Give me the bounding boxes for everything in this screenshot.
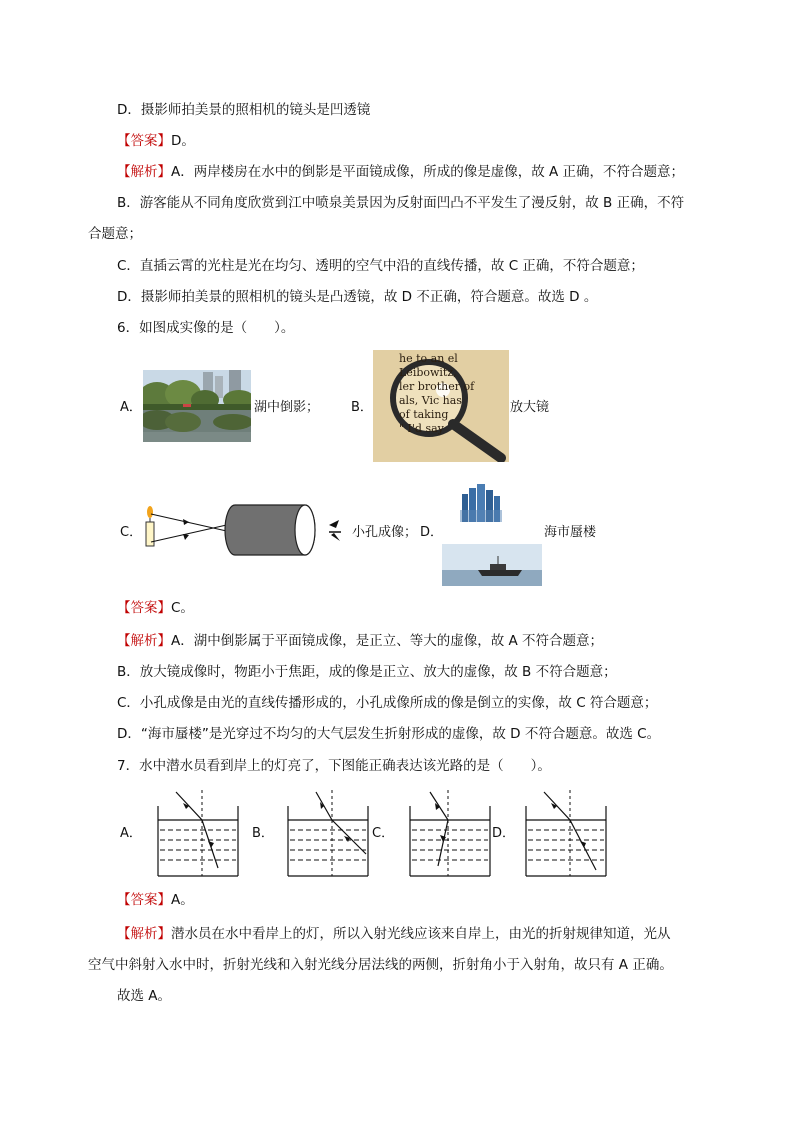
explanation-line-4: C．直插云霄的光柱是光在均匀、透明的空气中沿的直线传播，故 C 正确，不符合题意； [117, 258, 644, 274]
explanation-line-7: B．放大镜成像时，物距小于焦距，成的像是正立、放大的虚像，故 B 不符合题意； [117, 664, 617, 680]
explanation-tag: 【解析】 [117, 164, 171, 180]
answer-tag: 【答案】 [117, 892, 171, 908]
explanation-line-9: D．“海市蜃楼”是光穿过不均匀的大气层发生折射形成的虚像，故 D 不符合题意。故选 C。 [117, 726, 661, 742]
explanation-line-11: 空气中斜射入水中时，折射光线和入射光线分居法线的两侧，折射角小于入射角，故只有 A 正确。 [88, 957, 673, 973]
question-6: 6．如图成实像的是（ ）。 [117, 320, 295, 336]
q7-option-c-letter: C． [372, 826, 395, 841]
q6-option-c-caption: 小孔成像； [352, 525, 418, 540]
q7-diagram-b [286, 790, 370, 878]
explanation-tag: 【解析】 [117, 926, 171, 942]
q6-option-c-letter: C． [120, 525, 143, 540]
pinhole-camera-diagram [143, 498, 351, 566]
explanation-line-3: 合题意； [88, 226, 142, 242]
q7-option-a-letter: A． [120, 826, 142, 841]
answer-text: C。 [171, 600, 194, 616]
q6-option-d-caption: 海市蜃楼 [544, 525, 597, 540]
explanation-tag: 【解析】 [117, 633, 171, 649]
q6-option-d-letter: D． [420, 525, 444, 540]
q6-option-a-caption: 湖中倒影； [254, 400, 320, 415]
q7-diagram-c [408, 790, 492, 878]
explanation-line-5: D．摄影师拍美景的照相机的镜头是凸透镜，故 D 不正确，符合题意。故选 D 。 [117, 289, 598, 305]
q7-option-b-letter: B． [252, 826, 274, 841]
explanation-line-1 [117, 162, 684, 182]
q6-option-b-caption: 放大镜 [510, 400, 550, 415]
mirage-image [438, 484, 542, 586]
answer-line-1 [117, 131, 195, 151]
explanation-line-2: B．游客能从不同角度欣赏到江中喷泉美景因为反射面凹凸不平发生了漫反射，故 B 正确，不符 [117, 195, 685, 211]
q6-option-b-letter: B． [351, 400, 373, 415]
magnifier-image [373, 350, 509, 462]
answer-tag: 【答案】 [117, 133, 171, 149]
q6-option-a-letter: A． [120, 400, 142, 415]
q7-option-d-letter: D． [492, 826, 516, 841]
answer-line-2 [117, 598, 194, 618]
explanation-text: 潜水员在水中看岸上的灯，所以入射光线应该来自岸上，由光的折射规律知道，光从 [171, 926, 671, 942]
q7-diagram-a [156, 790, 240, 878]
answer-line-3 [117, 890, 194, 910]
answer-tag: 【答案】 [117, 600, 171, 616]
q7-diagram-d [524, 790, 608, 878]
explanation-text: A．湖中倒影属于平面镜成像，是正立、等大的虚像，故 A 不符合题意； [171, 633, 604, 649]
option-d-statement: D．摄影师拍美景的照相机的镜头是凹透镜 [117, 102, 371, 118]
answer-text: D。 [171, 133, 195, 149]
explanation-line-10 [117, 924, 671, 944]
question-7: 7．水中潜水员看到岸上的灯亮了，下图能正确表达该光路的是（ ）。 [117, 758, 551, 774]
explanation-line-8: C．小孔成像是由光的直线传播形成的，小孔成像所成的像是倒立的实像，故 C 符合题意； [117, 695, 658, 711]
explanation-text: A．两岸楼房在水中的倒影是平面镜成像，所成的像是虚像，故 A 正确，不符合题意； [171, 164, 685, 180]
explanation-line-12: 故选 A。 [117, 988, 172, 1004]
lake-reflection-image [143, 370, 251, 442]
magnified-newspaper-text: he to an el Leibowitz, ler brother of als, Vic has of taking " I'd say [399, 352, 475, 435]
explanation-line-6 [117, 631, 603, 651]
answer-text: A。 [171, 892, 194, 908]
